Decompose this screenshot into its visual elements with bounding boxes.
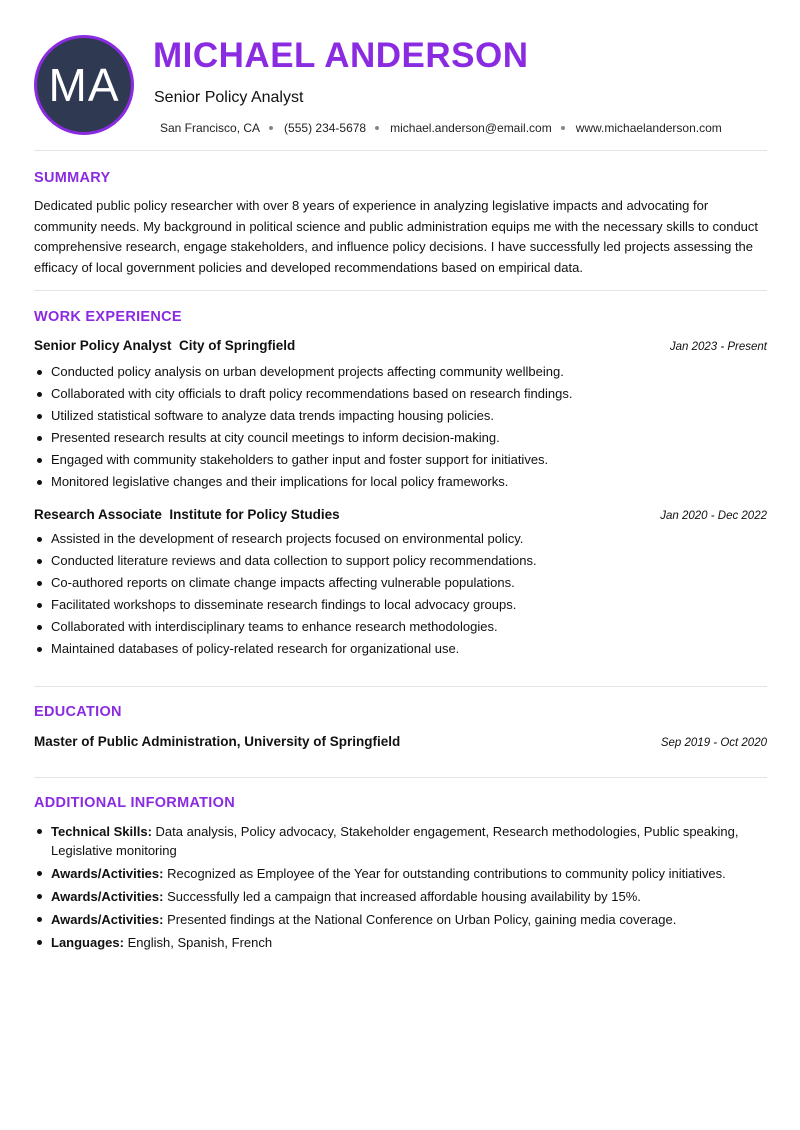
divider: [34, 777, 767, 778]
list-item: Co-authored reports on climate change impacts affecting vulnerable populations.: [34, 574, 767, 596]
divider: [34, 150, 767, 151]
list-item: Engaged with community stakeholders to gather input and foster support for initiatives.: [34, 451, 767, 473]
list-item: Conducted literature reviews and data collection to support policy recommendations.: [34, 552, 767, 574]
list-item: Maintained databases of policy-related research for organizational use.: [34, 640, 767, 662]
job-role: Research Associate Institute for Policy Studies: [34, 507, 340, 522]
dot-separator-icon: [269, 126, 273, 130]
degree: Master of Public Administration, University of Springfield: [34, 734, 401, 749]
list-item: [34, 910, 767, 929]
dot-separator-icon: [375, 126, 379, 130]
item-text: Successfully led a campaign that increased affordable housing availability by 15%.: [167, 889, 641, 904]
dot-separator-icon: [561, 126, 565, 130]
list-item: [34, 822, 767, 860]
list-item: [34, 864, 767, 883]
summary-heading: SUMMARY: [34, 170, 111, 186]
summary-text: Dedicated public policy researcher with over 8 years of experience in analyzing legislative impacts and advocating for community needs. My background in political science and public administration equips me with the necessary skills to conduct comprehensive research, engage stakeholders, and influence policy decisions. I have successfully led projects assessing the efficacy of local government policies and developed recommendations based on empirical data.: [34, 198, 759, 275]
contact-phone: (555) 234-5678: [284, 121, 367, 135]
list-item: [34, 887, 767, 906]
list-item: Utilized statistical software to analyze data trends impacting housing policies.: [34, 407, 767, 429]
candidate-name: MICHAEL ANDERSON: [153, 36, 529, 75]
job-dates: Jan 2020 - Dec 2022: [660, 510, 767, 522]
item-label: Technical Skills:: [51, 824, 152, 839]
divider: [34, 686, 767, 687]
contact-location: San Francisco, CA: [160, 121, 261, 135]
list-item: Collaborated with city officials to draft policy recommendations based on research findings.: [34, 385, 767, 407]
list-item: Monitored legislative changes and their implications for local policy frameworks.: [34, 473, 767, 495]
item-label: Awards/Activities:: [51, 866, 164, 881]
item-text: English, Spanish, French: [127, 935, 273, 950]
list-item: [34, 933, 767, 952]
item-text: Recognized as Employee of the Year for outstanding contributions to community policy initiatives.: [167, 866, 726, 881]
list-item: Assisted in the development of research projects focused on environmental policy.: [34, 530, 767, 552]
avatar: [34, 35, 134, 135]
experience-heading: WORK EXPERIENCE: [34, 309, 182, 325]
item-label: Languages:: [51, 935, 124, 950]
job-dates: Jan 2023 - Present: [669, 341, 767, 353]
list-item: Presented research results at city council meetings to inform decision-making.: [34, 429, 767, 451]
job-bullets: [34, 363, 767, 495]
list-item: Collaborated with interdisciplinary teams to enhance research methodologies.: [34, 618, 767, 640]
divider: [34, 290, 767, 291]
contact-line: [160, 121, 722, 135]
additional-heading: ADDITIONAL INFORMATION: [34, 795, 235, 811]
contact-email[interactable]: michael.anderson@email.com: [390, 121, 552, 135]
education-heading: EDUCATION: [34, 704, 122, 720]
item-text: Data analysis, Policy advocacy, Stakeholder engagement, Research methodologies, Public speaking, Legislative monitoring: [51, 824, 739, 858]
job-header: [34, 338, 767, 353]
candidate-title: Senior Policy Analyst: [154, 89, 304, 106]
item-label: Awards/Activities:: [51, 912, 164, 927]
item-label: Awards/Activities:: [51, 889, 164, 904]
item-text: Presented findings at the National Conference on Urban Policy, gaining media coverage.: [167, 912, 677, 927]
contact-website[interactable]: www.michaelanderson.com: [575, 121, 722, 135]
avatar-initials: MA: [48, 59, 120, 111]
additional-list: [34, 822, 767, 956]
job-bullets: [34, 530, 767, 662]
list-item: Conducted policy analysis on urban development projects affecting community wellbeing.: [34, 363, 767, 385]
job-header: [34, 507, 767, 522]
education-dates: Sep 2019 - Oct 2020: [660, 737, 767, 749]
education-entry: [34, 734, 767, 749]
list-item: Facilitated workshops to disseminate research findings to local advocacy groups.: [34, 596, 767, 618]
job-role: Senior Policy Analyst City of Springfield: [34, 338, 296, 353]
